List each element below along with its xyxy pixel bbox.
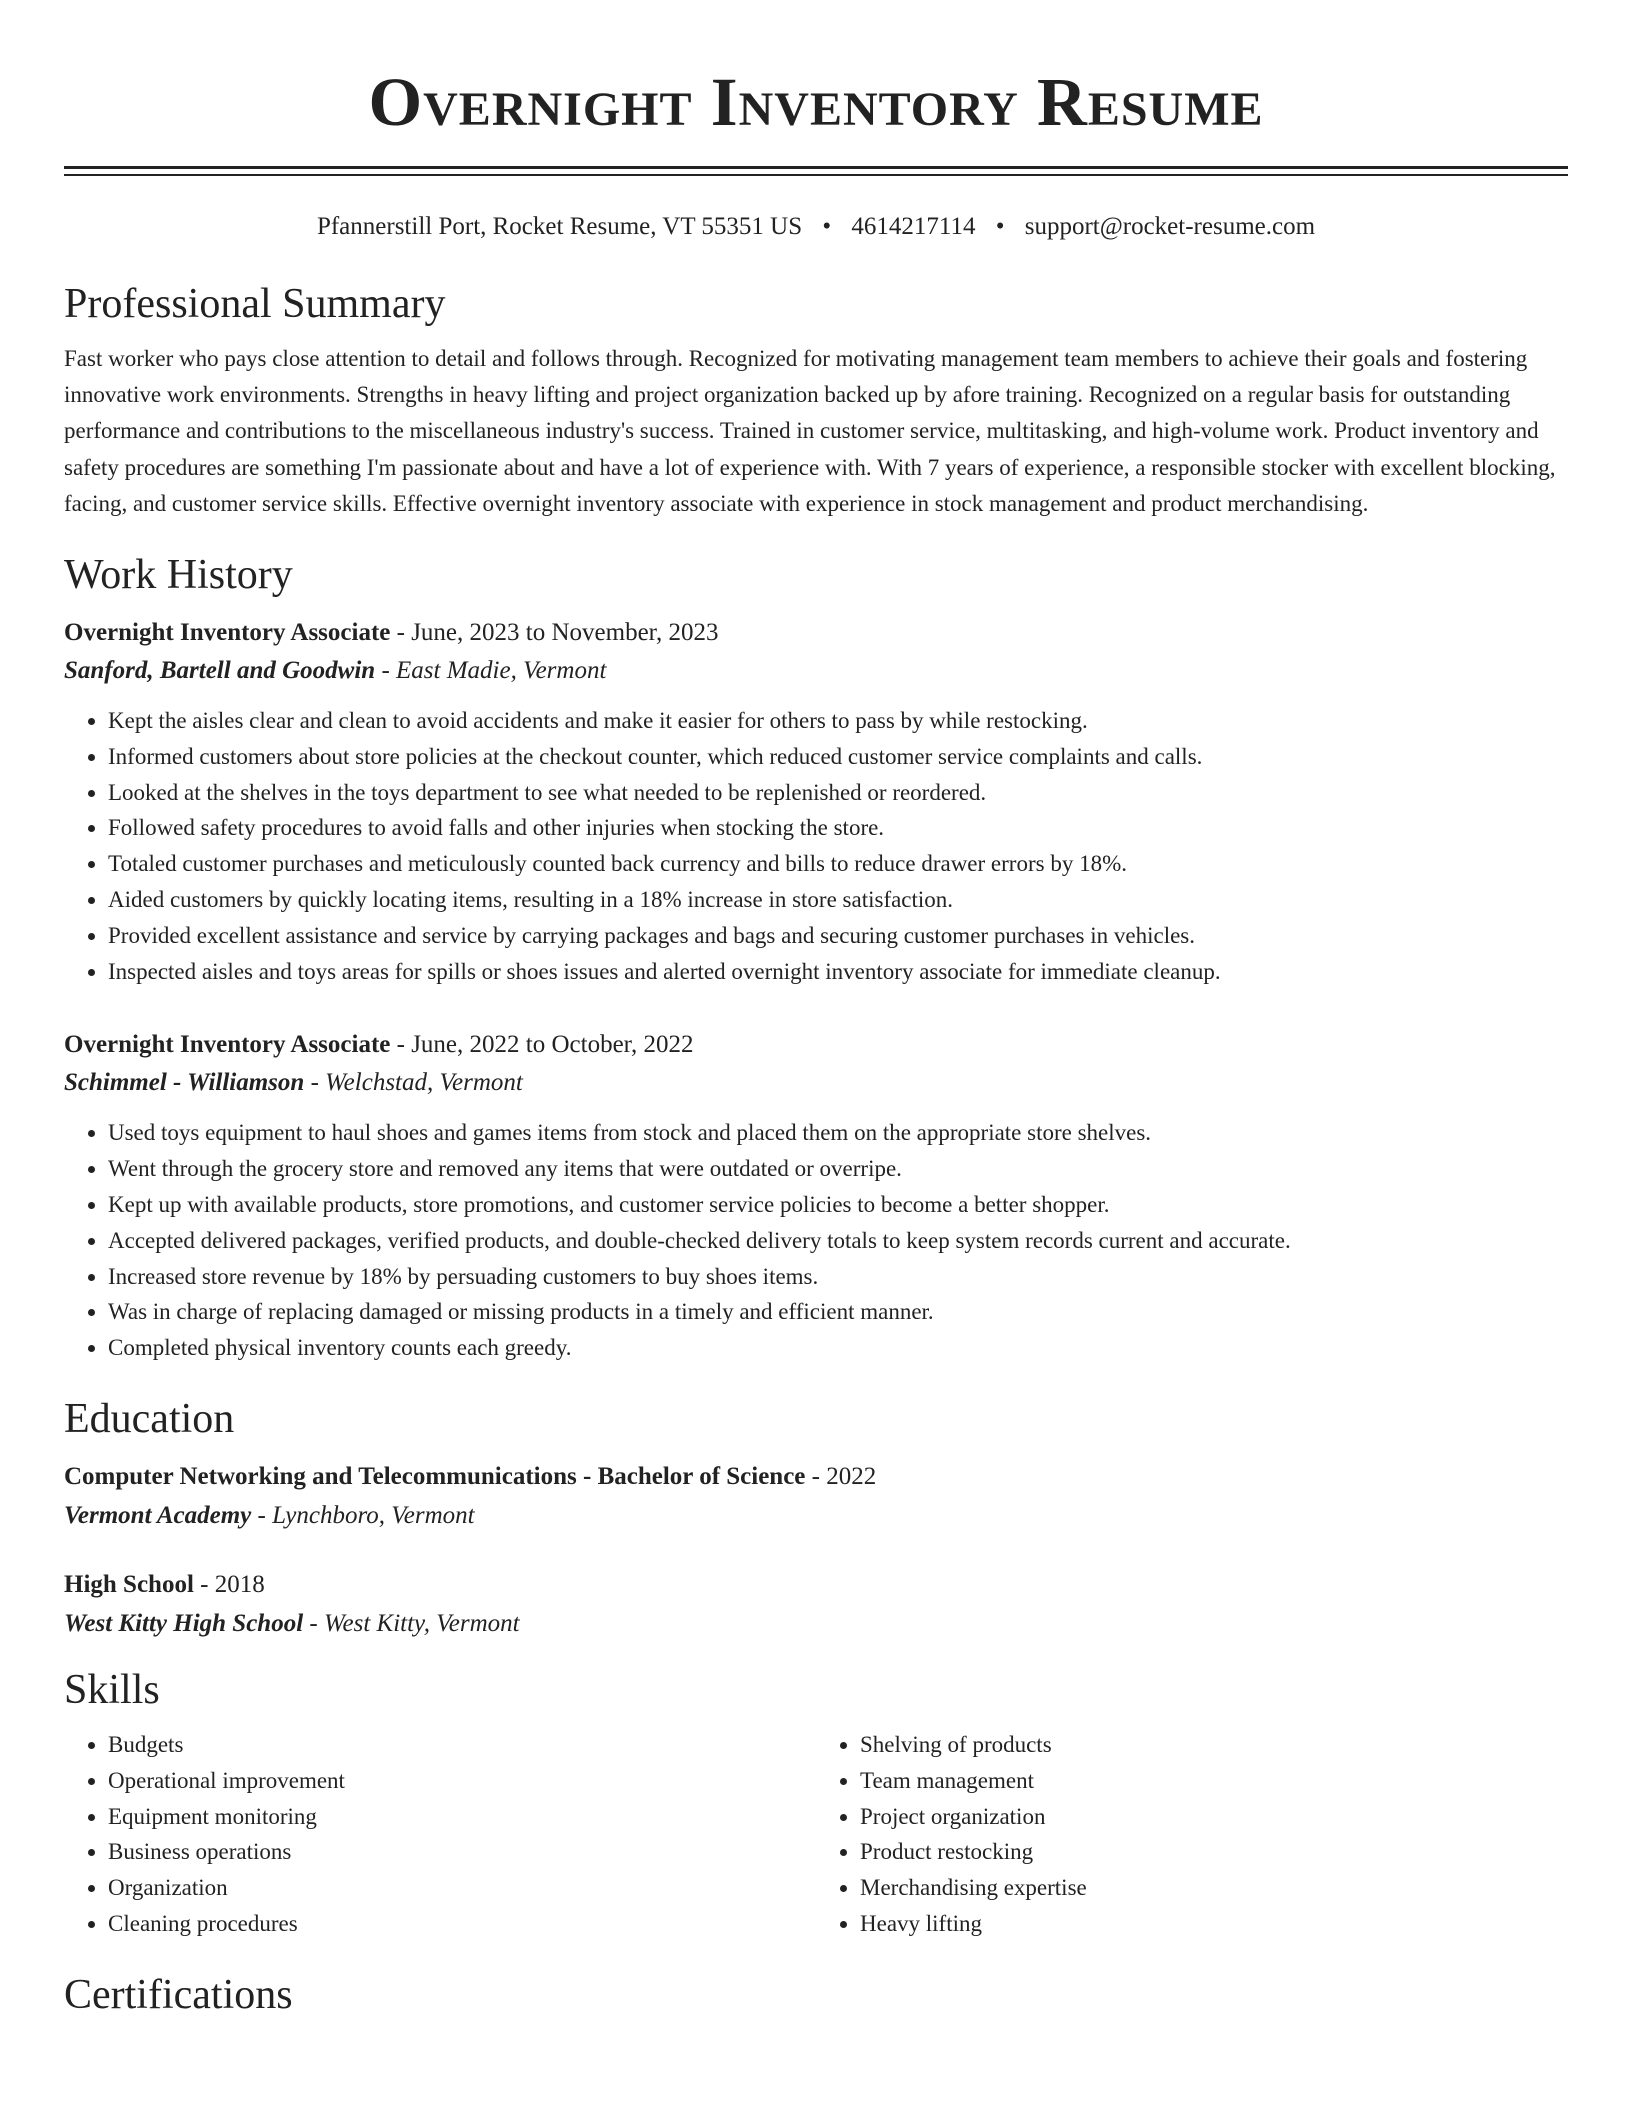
list-item: • Provided excellent assistance and service by carrying packages and bags and securing customer purchases in vehicles.	[108, 918, 1568, 954]
list-item: • Business operations	[108, 1834, 816, 1870]
school-location: - West Kitty, Vermont	[303, 1609, 520, 1637]
list-item: • Used toys equipment to haul shoes and games items from stock and placed them on the appropriate store shelves.	[108, 1115, 1568, 1151]
job-company: Sanford, Bartell and Goodwin	[64, 657, 376, 685]
degree-name: High School	[64, 1570, 194, 1598]
job-company: Schimmel - Williamson	[64, 1069, 305, 1097]
list-item: • Was in charge of replacing damaged or missing products in a timely and efficient manner.	[108, 1294, 1568, 1330]
school-line	[64, 1605, 1568, 1643]
list-item: • Heavy lifting	[860, 1906, 1568, 1942]
degree-line	[64, 1565, 1568, 1605]
list-item: • Budgets	[108, 1727, 816, 1763]
list-item: • Equipment monitoring	[108, 1799, 816, 1835]
job-dates: - June, 2023 to November, 2023	[390, 619, 719, 647]
list-item: • Followed safety procedures to avoid falls and other injuries when stocking the store.	[108, 810, 1568, 846]
title-divider-thin	[64, 174, 1568, 176]
school-location: - Lynchboro, Vermont	[251, 1501, 475, 1529]
contact-email: support@rocket-resume.com	[1024, 213, 1316, 240]
job-duties-list	[64, 1115, 1568, 1366]
skills-grid	[64, 1727, 1568, 1942]
job-dates: - June, 2022 to October, 2022	[390, 1031, 694, 1059]
skills-section	[64, 1665, 1568, 1942]
education-entry	[64, 1457, 1568, 1535]
list-item: • Increased store revenue by 18% by persuading customers to buy shoes items.	[108, 1259, 1568, 1295]
certifications-section	[64, 1970, 1568, 2020]
list-item: • Aided customers by quickly locating items, resulting in a 18% increase in store satisfaction.	[108, 882, 1568, 918]
list-item: • Totaled customer purchases and meticulously counted back currency and bills to reduce drawer errors by 18%.	[108, 846, 1568, 882]
contact-line	[64, 211, 1568, 243]
contact-separator: •	[822, 213, 832, 240]
job-location: - East Madie, Vermont	[375, 657, 607, 685]
job-company-line	[64, 1064, 1568, 1102]
summary-section	[64, 279, 1568, 522]
degree-line	[64, 1457, 1568, 1497]
work-history-section	[64, 550, 1568, 1366]
job-title: Overnight Inventory Associate	[64, 619, 391, 647]
list-item: • Accepted delivered packages, verified products, and double-checked delivery totals to keep system records current and accurate.	[108, 1223, 1568, 1259]
education-entry	[64, 1565, 1568, 1643]
skills-column-left	[64, 1727, 816, 1942]
list-item: • Kept up with available products, store promotions, and customer service policies to become a better shopper.	[108, 1187, 1568, 1223]
school-name: West Kitty High School	[64, 1609, 304, 1637]
contact-phone: 4614217114	[851, 213, 976, 240]
summary-heading: Professional Summary	[64, 281, 446, 327]
work-history-heading: Work History	[64, 552, 293, 599]
job-company-line	[64, 652, 1568, 690]
certifications-heading: Certifications	[64, 1971, 293, 2018]
degree-name: Computer Networking and Telecommunications - Bachelor of Science	[64, 1462, 806, 1490]
contact-address: Pfannerstill Port, Rocket Resume, VT 55351 US	[316, 213, 803, 240]
list-item: • Operational improvement	[108, 1763, 816, 1799]
list-item: • Kept the aisles clear and clean to avoid accidents and make it easier for others to pass by while restocking.	[108, 703, 1568, 739]
education-section	[64, 1394, 1568, 1643]
summary-text: Fast worker who pays close attention to detail and follows through. Recognized for motivating management team members to achieve their goals and fostering innovative work environments. Strengths in heavy lifting and project organization backed up by afore training. Recognized on a regular basis for outstanding performance and contributions to the miscellaneous industry's success. Trained in customer service, multitasking, and high-volume work. Product inventory and safety procedures are something I'm passionate about and have a lot of experience with. With 7 years of experience, a responsible stocker with excellent blocking, facing, and customer service skills. Effective overnight inventory associate with experience in stock management and product merchandising.	[64, 346, 1556, 516]
list-item: • Informed customers about store policies at the checkout counter, which reduced customer service complaints and calls.	[108, 739, 1568, 775]
list-item: • Completed physical inventory counts each greedy.	[108, 1330, 1568, 1366]
skills-heading: Skills	[64, 1666, 160, 1713]
degree-year: - 2018	[193, 1570, 265, 1598]
title-divider-thick	[64, 166, 1568, 169]
school-name: Vermont Academy	[64, 1501, 252, 1529]
job-title-line	[64, 1026, 1568, 1064]
list-item: • Looked at the shelves in the toys department to see what needed to be replenished or reordered.	[108, 775, 1568, 811]
list-item: • Inspected aisles and toys areas for spills or shoes issues and alerted overnight inventory associate for immediate cleanup.	[108, 954, 1568, 990]
contact-separator: •	[995, 213, 1005, 240]
list-item: • Organization	[108, 1870, 816, 1906]
job-entry	[64, 614, 1568, 989]
list-item: • Shelving of products	[860, 1727, 1568, 1763]
job-entry	[64, 1026, 1568, 1366]
degree-year: - 2022	[805, 1462, 877, 1490]
skills-column-right	[816, 1727, 1568, 1942]
list-item: • Merchandising expertise	[860, 1870, 1568, 1906]
resume-title: Overnight Inventory Resume	[368, 64, 1264, 140]
education-heading: Education	[64, 1395, 235, 1442]
job-location: - Welchstad, Vermont	[304, 1069, 523, 1097]
job-duties-list	[64, 703, 1568, 989]
list-item: • Cleaning procedures	[108, 1906, 816, 1942]
list-item: • Project organization	[860, 1799, 1568, 1835]
job-title-line	[64, 614, 1568, 652]
job-title: Overnight Inventory Associate	[64, 1031, 391, 1059]
school-line	[64, 1497, 1568, 1535]
list-item: • Team management	[860, 1763, 1568, 1799]
list-item: • Went through the grocery store and removed any items that were outdated or overripe.	[108, 1151, 1568, 1187]
list-item: • Product restocking	[860, 1834, 1568, 1870]
